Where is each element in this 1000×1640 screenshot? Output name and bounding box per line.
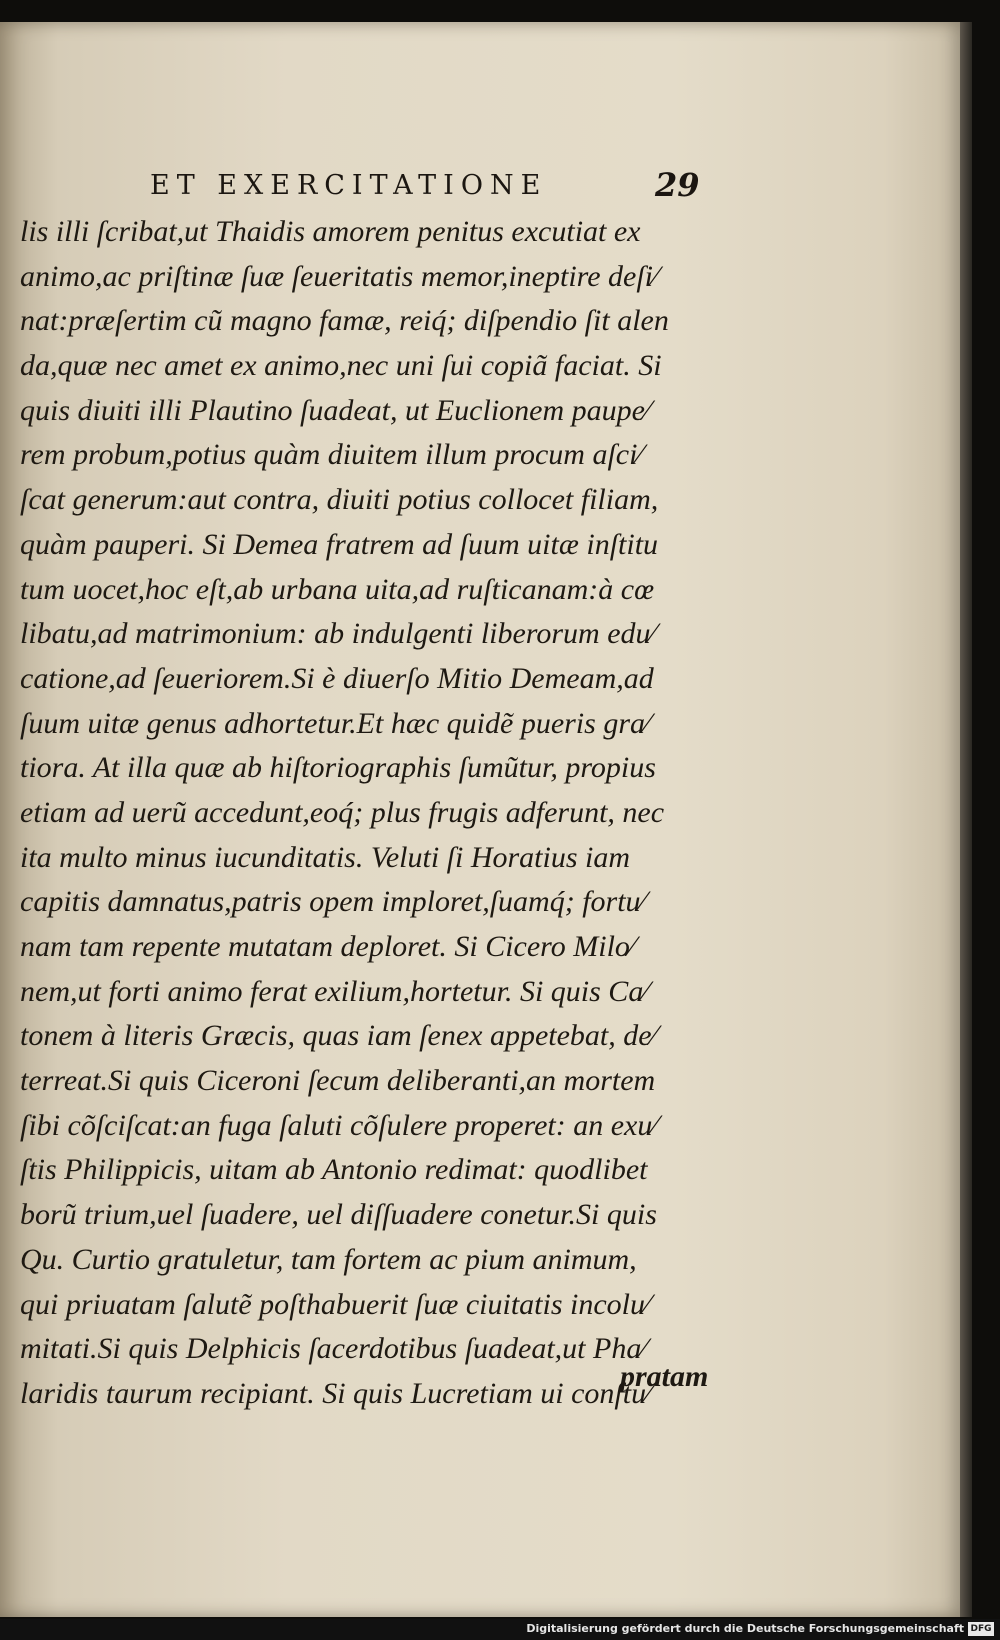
running-head — [0, 166, 960, 210]
body-text — [20, 210, 740, 1417]
text-line: animo,ac priſtinæ ſuæ ſeueritatis memor,ineptire deſi⁄ — [20, 259, 659, 293]
text-line: nat:præſertim cũ magno famæ, reiq́; diſpendio ſit alen — [20, 304, 669, 338]
text-line: ſcat generum:aut contra, diuiti potius collocet filiam, — [20, 483, 659, 517]
text-line: tum uocet,hoc eſt,ab urbana uita,ad ruſticanam:à cœ — [20, 572, 655, 606]
page-number: 29 — [655, 166, 700, 204]
text-line: etiam ad uerũ accedunt,eoq́; plus frugis adferunt, nec — [20, 795, 665, 829]
text-line: lis illi ſcribat,ut Thaidis amorem penitus excutiat ex — [20, 215, 641, 248]
text-line: tonem à literis Græcis, quas iam ſenex appetebat, de⁄ — [20, 1019, 657, 1053]
page-edge — [960, 22, 972, 1617]
dfg-logo-icon: DFG — [968, 1622, 994, 1636]
text-line: quis diuiti illi Plautino ſuadeat, ut Euclionem paupe⁄ — [20, 393, 650, 427]
text-line: laridis taurum recipiant. Si quis Lucretiam ui conſtu⁄ — [20, 1376, 652, 1410]
text-line: ita multo minus iucunditatis. Veluti ſi Horatius iam — [20, 840, 631, 874]
text-line: da,quæ nec amet ex animo,nec uni ſui copiã faciat. Si — [20, 349, 662, 383]
text-line: nam tam repente mutatam deploret. Si Cicero Milo⁄ — [20, 930, 635, 963]
text-line: ſuum uitæ genus adhortetur.Et hæc quidẽ pueris gra⁄ — [20, 706, 650, 740]
text-line: catione,ad ſeueriorem.Si è diuerſo Mitio Demeam,ad — [20, 661, 654, 695]
catchword: pratam — [620, 1360, 709, 1393]
text-line: terreat.Si quis Ciceroni ſecum deliberanti,an mortem — [20, 1064, 656, 1098]
text-line: tiora. At illa quæ ab hiſtoriographis ſumũtur, propius — [20, 751, 656, 785]
text-line: libatu,ad matrimonium: ab indulgenti liberorum edu⁄ — [20, 617, 656, 651]
text-line: ſtis Philippicis, uitam ab Antonio redimat: quodlibet — [20, 1153, 648, 1187]
book-page — [0, 22, 960, 1617]
text-line: nem,ut forti animo ferat exilium,hortetur. Si quis Ca⁄ — [20, 974, 649, 1008]
footer-credit: Digitalisierung gefördert durch die Deutsche Forschungsgemeinschaft — [526, 1622, 964, 1635]
footer-bar — [0, 1619, 1000, 1640]
text-line: capitis damnatus,patris opem imploret,ſuamq́; fortu⁄ — [20, 885, 646, 919]
text-line: ſibi cõſciſcat:an fuga ſaluti cõſulere properet: an exu⁄ — [20, 1108, 658, 1142]
text-line: Qu. Curtio gratuletur, tam fortem ac pium animum, — [20, 1242, 637, 1276]
text-line: qui priuatam ſalutẽ poſthabuerit ſuæ ciuitatis incolu⁄ — [20, 1287, 650, 1321]
text-line: quàm pauperi. Si Demea fratrem ad ſuum uitæ inſtitu — [20, 527, 659, 561]
text-line: mitati.Si quis Delphicis ſacerdotibus ſuadeat,ut Pha⁄ — [20, 1332, 647, 1366]
text-line: rem probum,potius quàm diuitem illum procum aſci⁄ — [20, 438, 643, 472]
text-line: borũ trium,uel ſuadere, uel diſſuadere conetur.Si quis — [20, 1198, 657, 1232]
running-title: ET EXERCITATIONE — [150, 170, 548, 201]
